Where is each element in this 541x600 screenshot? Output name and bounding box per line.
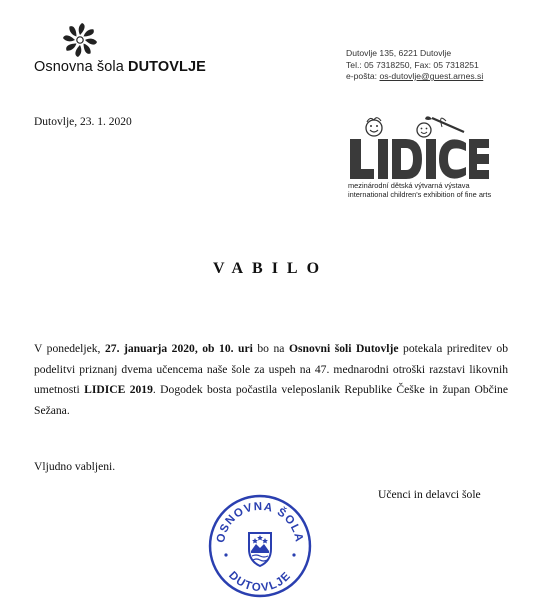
- body-part-1: V ponedeljek,: [34, 342, 105, 355]
- stamp-bottom-text: DUTOVLJE: [226, 569, 294, 595]
- school-logo-icon: [62, 22, 98, 58]
- closing-line: Vljudno vabljeni.: [34, 460, 116, 473]
- lidice-subtitle: [348, 181, 491, 199]
- contact-email-link[interactable]: os-dutovlje@guest.arnes.si: [379, 71, 484, 81]
- body-part-7: . Dogodek bosta počastila veleposlanik Republike Češke in župan Občine Sežana.: [34, 383, 508, 417]
- contact-email-line: [346, 71, 483, 83]
- invitation-body: [34, 339, 508, 421]
- body-exhibition: LIDICE 2019: [84, 383, 153, 396]
- school-name-prefix: Osnovna šola: [34, 59, 128, 75]
- contact-address: Dutovlje 135, 6221 Dutovlje: [346, 48, 452, 58]
- body-part-5: potekala prireditev ob podelitvi priznanj dvema učencema naše šole za uspeh na 47. mednarodni otroški razstavi likovnih umetnosti: [34, 342, 509, 396]
- coat-of-arms-icon: [249, 533, 271, 566]
- body-venue: Osnovni šoli Dutovlje: [288, 342, 399, 355]
- signature-line: Učenci in delavci šole: [378, 488, 481, 501]
- contact-phone: Tel.: 05 7318250, Fax: 05 7318251: [346, 59, 479, 70]
- school-name-bold: DUTOVLJE: [128, 59, 206, 75]
- lidice-subtitle-line2: international children's exhibition of fine arts: [348, 190, 492, 199]
- stamp-top-text: OSNOVNA ŠOLA: [214, 500, 306, 544]
- document-title: VABILO: [212, 260, 329, 277]
- lidice-subtitle-line1: mezinárodní dětská výtvarná výstava: [348, 181, 470, 190]
- body-part-3: bo na: [252, 342, 289, 355]
- letter-date: Dutovlje, 23. 1. 2020: [34, 116, 132, 128]
- school-stamp: [207, 493, 313, 599]
- contact-email-label: e-pošta:: [346, 71, 380, 81]
- contact-block: [346, 48, 483, 83]
- body-date-time: 27. januarja 2020, ob 10. uri: [104, 342, 253, 355]
- school-name: [34, 59, 206, 75]
